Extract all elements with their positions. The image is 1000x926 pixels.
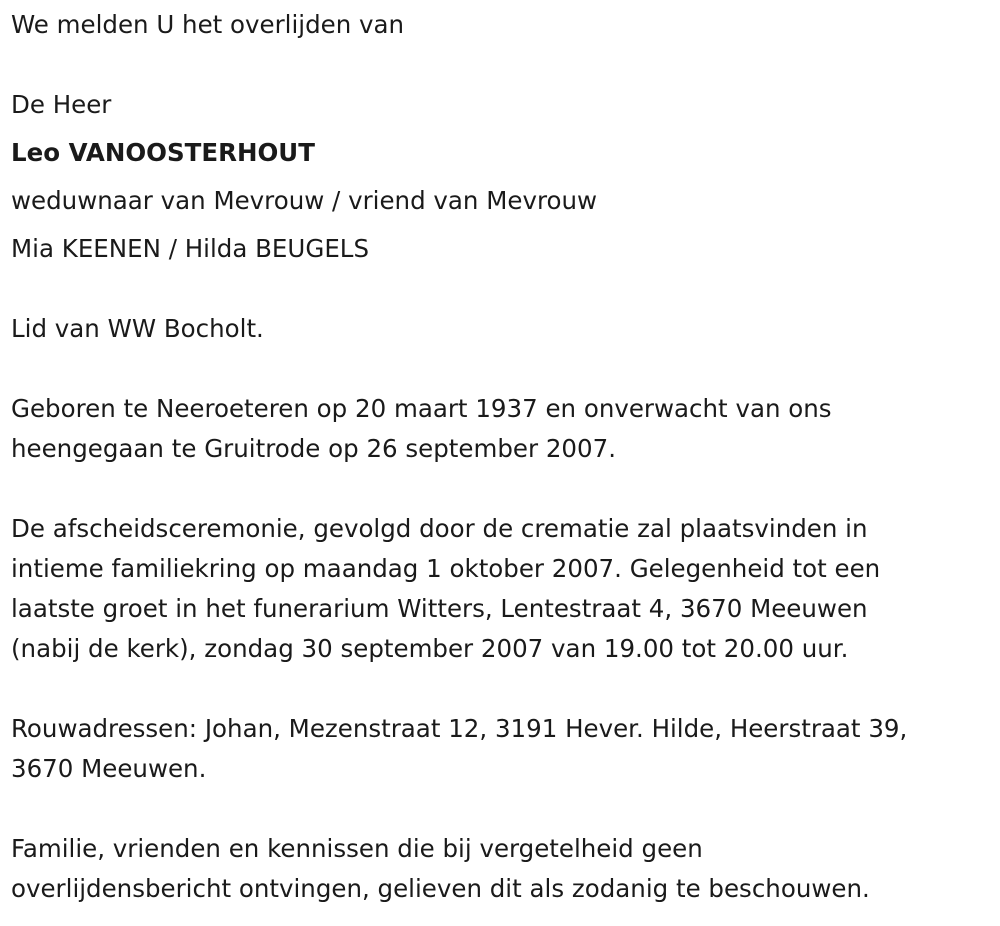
deceased-name: Leo VANOOSTERHOUT xyxy=(11,138,315,167)
paragraph-line: Familie, vrienden en kennissen die bij vergetelheid geen xyxy=(11,834,703,863)
honorific-title: De Heer xyxy=(11,90,112,119)
ceremony-paragraph xyxy=(11,509,986,669)
paragraph-line: intieme familiekring op maandag 1 oktober 2007. Gelegenheid tot een xyxy=(11,554,881,583)
paragraph-line: heengegaan te Gruitrode op 26 september 2007. xyxy=(11,434,616,463)
birth-paragraph xyxy=(11,389,986,469)
paragraph-line: overlijdensbericht ontvingen, gelieven dit als zodanig te beschouwen. xyxy=(11,874,870,903)
paragraph-line: laatste groet in het funerarium Witters, Lentestraat 4, 3670 Meeuwen xyxy=(11,594,868,623)
family-note-paragraph xyxy=(11,829,986,909)
paragraph-line: De afscheidsceremonie, gevolgd door de crematie zal plaatsvinden in xyxy=(11,514,868,543)
paragraph-line: Rouwadressen: Johan, Mezenstraat 12, 3191 Hever. Hilde, Heerstraat 39, xyxy=(11,714,908,743)
paragraph-line: (nabij de kerk), zondag 30 september 2007 van 19.00 tot 20.00 uur. xyxy=(11,634,849,663)
addresses-paragraph xyxy=(11,709,986,789)
paragraph-line: 3670 Meeuwen. xyxy=(11,754,207,783)
relation-line-2: Mia KEENEN / Hilda BEUGELS xyxy=(11,234,370,263)
intro-text: We melden U het overlijden van xyxy=(11,10,405,39)
membership-text: Lid van WW Bocholt. xyxy=(11,314,264,343)
paragraph-line: Geboren te Neeroeteren op 20 maart 1937 en onverwacht van ons xyxy=(11,394,832,423)
relation-line-1: weduwnaar van Mevrouw / vriend van Mevrouw xyxy=(11,186,598,215)
